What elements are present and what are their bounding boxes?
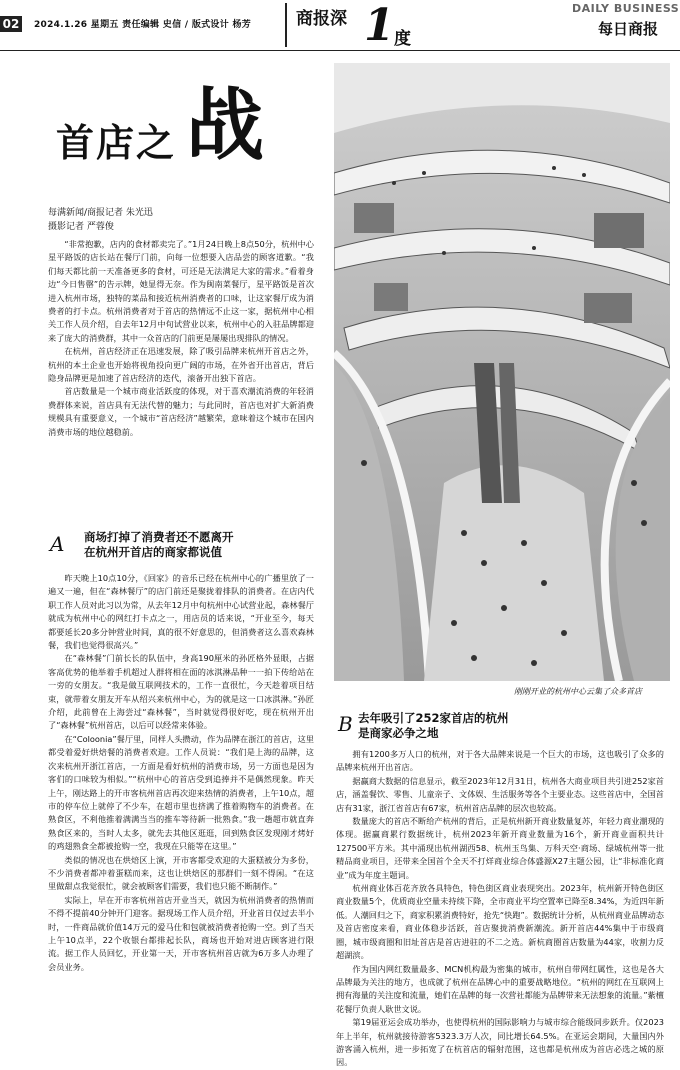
header-divider [285, 3, 287, 47]
paragraph: 杭州商业体百花齐放各具特色，特色街区商业表现突出。2023年，杭州新开特色街区商业数量5个，优质商业空量未持续下降，全市商业平均空置率已降至8.34%，为近四年新低。人潮回归之下，商家积累消费特好，抢先“快跑”。数据统计分析，从杭州商业品牌动态及首店密度来看，商业体稳步活跃，首店聚拢消费新潮流。新开首店44%集中于市级商圈，城市级商圈和旧址首店是首店进驻的不二之选。新杭商圈首店数量为44家，收割力反超湖滨。 [336, 883, 664, 961]
section-b-heading [358, 711, 509, 741]
paper-name-en: DAILY BUSINESS [572, 2, 680, 15]
byline-reporter: 每满新闻/商报记者 朱光迅 [48, 208, 153, 218]
paragraph: 昨天晚上10点10分，《回家》的音乐已经在杭州中心的广播里放了一遍又一遍，但在“森林餐厅”的店门前还是聚拢着排队的消费者。在店内代职工作人员对此习以为常，从去年12月中旬杭州中心试营业起，森林餐厅就成为杭州中心的网红打卡点之一，用店员的话来说，“开业至今，每天都要延长20多分钟营业时间，真的很不好意思的，但消费者这么喜欢森林餐，我们也觉得很高兴。” [48, 573, 314, 651]
section-name-left: 商报深 [296, 9, 347, 29]
paragraph: 数量庞大的首店不断给产杭州的背后，正是杭州新开商业数量复苏，年轻力商业潮现的体现。据赢商累行数据统计，杭州2023年新开商业数量为16个，新开商业面积共计127500平方米。其中涌现出杭州湖西58、杭州玉鸟集、万科天空·商场、绿城杭州等一批精品商业项目，还带来全国首个全天不打烊商业综合体盛源X27主题公园，让“非标准化商业”成为年度主题词。 [336, 816, 664, 880]
issue-meta: 2024.1.26 星期五 责任编辑 史信 / 版式设计 杨芳 [34, 20, 252, 30]
section-name-number: 1 [364, 0, 395, 51]
paragraph: 首店数量是一个城市商业活跃度的体现，对于喜欢潮流消费的年轻消费群体来说，首店具有无法代替的魅力；与此同时，首店也对扩大新消费规模具有重要意义，一个城市“首店经济”越繁荣，意味着这个城市在国内消费市场的地位越稳前。 [48, 386, 314, 437]
byline [48, 206, 153, 234]
page-number: 02 [0, 16, 22, 32]
mall-atrium-illustration [334, 63, 670, 681]
paragraph: 据赢商大数据的信息显示，截至2023年12月31日，杭州各大商业项目共引进252家首店，涵盖餐饮、零售、儿童亲子、文体娱、生活服务等各个主要业态。这些首店中，全国首店有31家，浙江省首店有67家，杭州首店品牌的层次也较高。 [336, 775, 664, 813]
paragraph: 第19届亚运会成功举办，也使得杭州的国际影响力与城市综合能级同步跃升。仅2023年上半年，杭州就接待游客5323.3万人次，同比增长64.5%。在亚运会期间，大量国内外游客涌入杭州，进一步拓宽了在杭首店的辐射范围，这也都是杭州成为首店必选之城的原因。 [336, 1017, 664, 1068]
paragraph: 在“Coloonia”餐厅里，同样人头攒动，作为品牌在浙江的首店，这里都受着爱好烘焙餐的消费者欢迎。工作人员说：“我们是上海的品牌，这次来杭州开浙江首店，一方面是看好杭州的消费市场，另一方面也是因为客们的口味较为相似。”“杭州中心的首店受到追捧并不是偶然现象。昨天上午，刚达路上的开市客杭州首店再次迎来热情的消费者，上午10点，超市的停车位上就停了不少车，在超市里也挤满了推着购物车的消费者。在熟食区，不利他推着满满当当的推车等待新一批熟食。”我一趟超市就直奔熟食区来的，当时人太多，就先去其他区逛逛，回到熟食区发现刚才烤好的鸡翅熟食全都被抢购一空，我现在只能等在这里。” [48, 733, 314, 852]
mall-atrium-photo [334, 63, 670, 681]
section-name-right: 度 [394, 29, 411, 49]
paragraph: 在杭州，首店经济正在迅速发展，除了吸引品牌来杭州开首店之外，杭州的本土企业也开始将视角投向更广阔的市场，在外省开出首店，背后隐身品牌更是加速了首店经济的迭代，滚备开出独下首店。 [48, 346, 314, 384]
headline-main: 首店之 [56, 121, 177, 165]
section-a-badge: A [50, 532, 65, 556]
section-a-body [48, 572, 314, 974]
section-b-title-line2: 是商家必争之地 [358, 726, 439, 740]
photo-caption: 刚刚开业的杭州中心云集了众多首店 [514, 687, 642, 696]
section-b-badge: B [338, 712, 353, 736]
paragraph: “非常抱歉，店内的食材都卖完了。”1月24日晚上8点50分，杭州中心星平路饭的店长站在餐厅门前，向每一位想要入店品尝的顾客道歉。“我们每天都比前一天准备更多的食材，可还是无法满足大家的需求。”看着身边“今日售罄”的告示牌，她显得无奈。作为闽南菜餐厅，星平路饭是首次进入杭州市场，独特的菜品和接近杭州消费者的口味，让这家餐厅成为消费者的打卡点。杭州消费者对于首店的热情远不止这一家，据杭州中心相关工作人员介绍，自去年12月中旬试营业以来，杭州中心的入驻品牌都迎来了庞大的消费群，其中一众首店的门前更是屡屡出现排队的情况。 [48, 239, 314, 343]
paragraph: 作为国内网红数量最多、MCN机构最为密集的城市，杭州自带网红属性，这也是各大品牌最为关注的地方，也成就了杭州在品牌心中的重要战略地位。“杭州的网红在互联网上拥有海量的关注度和流量，她们在品牌的每一次营社都能为品牌带来无法想象的流量。”紫檀花餐厅负责人耿世文说。 [336, 963, 664, 1014]
section-a-heading [84, 530, 234, 560]
section-a-title-line2: 在杭州开首店的商家都说值 [84, 545, 222, 559]
paragraph: 拥有1200多万人口的杭州，对于各大品牌来说是一个巨大的市场，这也吸引了众多的品牌来杭州开出首店。 [336, 749, 664, 773]
section-a-title-line1: 商场打掉了消费者还不愿离开 [84, 530, 234, 544]
paper-name: 每日商报 [598, 20, 659, 38]
paragraph: 实际上，早在开市客杭州首店开业当天，就因为杭州消费者的热情而不得不提前40分钟开门迎客。据现场工作人员介绍，开业首日仅过去半小时，一件商品就价值14万元的爱马仕和包就被消费者抢购一空。到了当天上午10点半，22个收银台都排起长队，商场也开始对进店顾客进行限流。据工作人员回忆，开业第一天，开市客杭州首店就为6万多人办理了会员业务。 [48, 894, 314, 972]
section-b-title-line1: 去年吸引了252家首店的杭州 [358, 711, 509, 725]
intro-text [48, 238, 314, 439]
byline-photographer: 摄影记者 严蓉俊 [48, 222, 114, 232]
headline-accent: 战 [186, 80, 265, 171]
section-b-body [336, 748, 664, 1070]
paragraph: 类似的情况也在烘焙区上演，开市客都受欢迎的大蛋糕被分为多份，不少消费者都冲着蛋糕而来，这也让烘焙区的那群们一刻不得闲。“在这里做甜点我觉很忙，就会被顾客们需要，我们也只能不断制作。” [48, 854, 314, 892]
paragraph: 在“森林餐”门前长长的队伍中，身高190厘米的孙匠格外显眼，占据客高优势的他举着手机超过人群将相在面的冰淇淋品种一一拍下传给站在一旁的女朋友。“我是做互联网技术的，工作一直很忙，今天趁着项目结束，就带着女朋友开车从绍兴来杭州中心，为的就是这一口冰淇淋。”孙匠介绍，此前曾在上海尝过“森林餐”，当时就觉得很好吃，现在杭州开出了“森林餐”杭州首店，以后可以经常来体验。 [48, 653, 314, 731]
